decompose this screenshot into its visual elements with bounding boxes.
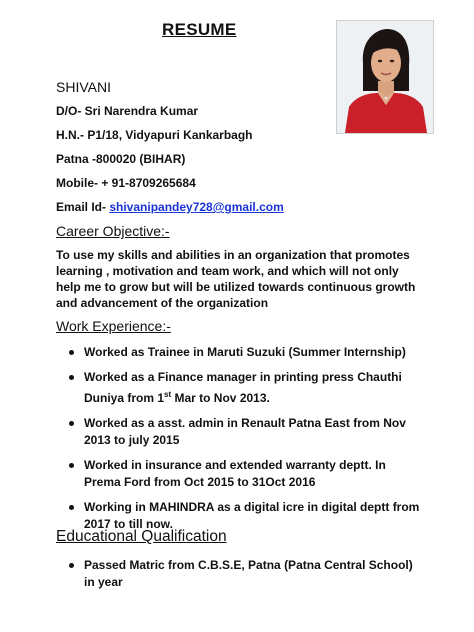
bullet-icon xyxy=(69,350,74,355)
experience-item: Worked in insurance and extended warranty deptt. In Prema Ford from Oct 2015 to 31Oct 2016 xyxy=(66,457,422,491)
profile-photo xyxy=(336,20,434,134)
address-line-1: H.N.- P1/18, Vidyapuri Kankarbagh xyxy=(56,128,253,142)
bullet-icon xyxy=(69,421,74,426)
experience-item: Worked as Trainee in Maruti Suzuki (Summer Internship) xyxy=(66,344,422,361)
bullet-icon xyxy=(69,375,74,380)
profile-photo-image xyxy=(337,21,433,133)
education-item: Passed Matric from C.B.S.E, Patna (Patna Central School) in year xyxy=(66,557,422,591)
bullet-icon xyxy=(69,563,74,568)
bullet-icon xyxy=(69,505,74,510)
education-list xyxy=(66,557,422,591)
career-objective-heading: Career Objective:- xyxy=(56,223,170,239)
educational-qualification-heading: Educational Qualification xyxy=(56,528,227,545)
address-line-2: Patna -800020 (BIHAR) xyxy=(56,152,186,166)
experience-item: Worked as a asst. admin in Renault Patna East from Nov 2013 to july 2015 xyxy=(66,415,422,449)
mobile-line: Mobile- + 91-8709265684 xyxy=(56,176,196,190)
email-label: Email Id- xyxy=(56,200,110,214)
email-line xyxy=(56,200,284,214)
experience-item: Worked as a Finance manager in printing press Chauthi Duniya from 1st Mar to Nov 2013. xyxy=(66,369,422,407)
experience-list xyxy=(66,344,422,533)
experience-item: Working in MAHINDRA as a digital icre in digital deptt from 2017 to till now. xyxy=(66,499,422,533)
work-experience-heading: Work Experience:- xyxy=(56,318,171,334)
candidate-name: SHIVANI xyxy=(56,79,111,95)
email-link[interactable]: shivanipandey728@gmail.com xyxy=(109,200,284,214)
resume-title: RESUME xyxy=(162,20,237,39)
parent-line: D/O- Sri Narendra Kumar xyxy=(56,104,199,118)
career-objective-text: To use my skills and abilities in an organization that promotes learning , motivation and team work, and which will not only help me to grow but will be utilized towards continuous growth and advancement of the organization xyxy=(56,248,416,310)
bullet-icon xyxy=(69,463,74,468)
